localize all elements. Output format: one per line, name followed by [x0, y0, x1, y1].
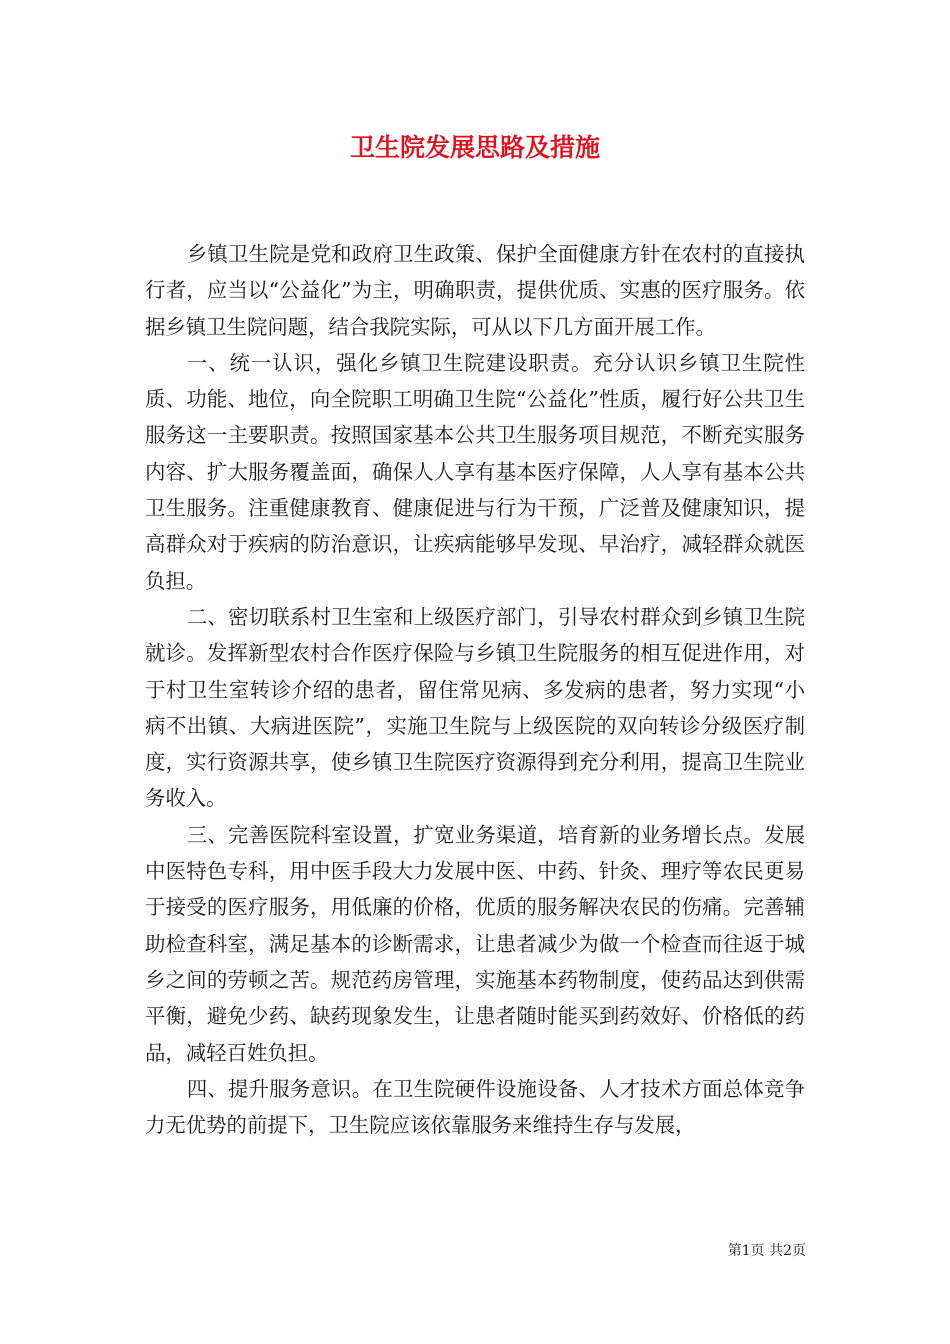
paragraph-intro: 乡镇卫生院是党和政府卫生政策、保护全面健康方针在农村的直接执行者，应当以“公益化”为主，明确职责，提供优质、实惠的医疗服务。依据乡镇卫生院问题，结合我院实际，可从以下几方面开展工作。	[145, 242, 805, 339]
paragraph-section-2: 二、密切联系村卫生室和上级医疗部门，引导农村群众到乡镇卫生院就诊。发挥新型农村合作医疗保险与乡镇卫生院服务的相互促进作用，对于村卫生室转诊介绍的患者，留住常见病、多发病的患者，努力实现“小病不出镇、大病进医院”，实施卫生院与上级医院的双向转诊分级医疗制度，实行资源共享，使乡镇卫生院医疗资源得到充分利用，提高卫生院业务收入。	[145, 604, 805, 811]
page-number: 第1页 共2页	[727, 1243, 806, 1259]
paragraph-section-3: 三、完善医院科室设置，扩宽业务渠道，培育新的业务增长点。发展中医特色专科，用中医手段大力发展中医、中药、针灸、理疗等农民更易于接受的医疗服务，用低廉的价格，优质的服务解决农民的伤痛。完善辅助检查科室，满足基本的诊断需求，让患者减少为做一个检查而往返于城乡之间的劳顿之苦。规范药房管理，实施基本药物制度，使药品达到供需平衡，避免少药、缺药现象发生，让患者随时能买到药效好、价格低的药品，减轻百姓负担。	[145, 822, 805, 1065]
paragraph-section-1: 一、统一认识，强化乡镇卫生院建设职责。充分认识乡镇卫生院性质、功能、地位，向全院职工明确卫生院“公益化”性质，履行好公共卫生服务这一主要职责。按照国家基本公共卫生服务项目规范，不断充实服务内容、扩大服务覆盖面，确保人人享有基本医疗保障，人人享有基本公共卫生服务。注重健康教育、健康促进与行为干预，广泛普及健康知识，提高群众对于疾病的防治意识，让疾病能够早发现、早治疗，减轻群众就医负担。	[145, 350, 805, 593]
paragraph-section-4: 四、提升服务意识。在卫生院硬件设施设备、人才技术方面总体竞争力无优势的前提下，卫生院应该依靠服务来维持生存与发展，	[145, 1076, 805, 1138]
document-body	[145, 236, 805, 1143]
document-title: 卫生院发展思路及措施	[349, 133, 600, 162]
